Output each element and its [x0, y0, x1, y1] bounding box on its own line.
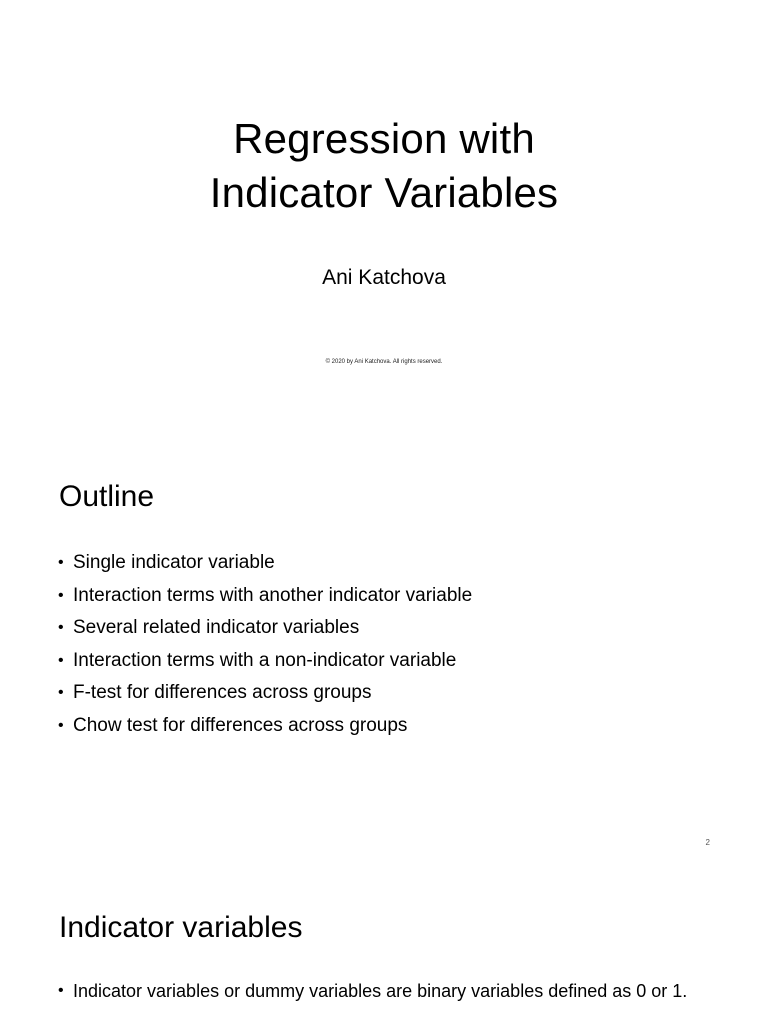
bullet-icon: • — [58, 982, 64, 999]
title-line-2: Indicator Variables — [209, 169, 559, 216]
indicator-heading: Indicator variables — [59, 911, 303, 944]
copyright-notice: © 2020 by Ani Katchova. All rights reserved. — [325, 359, 443, 365]
title-slide — [0, 0, 768, 420]
outline-item-text: F-test for differences across groups — [73, 682, 372, 703]
title-line-1: Regression with — [233, 115, 535, 162]
outline-item — [58, 677, 472, 710]
indicator-list — [58, 980, 718, 1002]
author-name: Ani Katchova — [322, 266, 446, 289]
outline-item-text: Several related indicator variables — [73, 617, 360, 638]
outline-item-text: Interaction terms with a non-indicator variable — [73, 649, 457, 671]
outline-heading: Outline — [59, 480, 155, 513]
indicator-item — [58, 980, 718, 1002]
indicator-variables-slide — [0, 890, 768, 1024]
indicator-item-text: Indicator variables or dummy variables are binary variables defined as 0 or 1. — [73, 981, 688, 1001]
bullet-icon: • — [58, 554, 64, 571]
bullet-icon: • — [58, 651, 64, 669]
page-number: 2 — [705, 838, 710, 847]
outline-item-text: Single indicator variable — [73, 552, 275, 573]
outline-item — [58, 580, 472, 613]
outline-item — [58, 710, 472, 743]
outline-slide — [0, 445, 768, 865]
outline-item — [58, 645, 472, 678]
bullet-icon: • — [58, 684, 64, 701]
outline-list — [58, 547, 472, 742]
outline-item-text: Chow test for differences across groups — [73, 714, 408, 736]
bullet-icon: • — [58, 716, 64, 734]
bullet-icon: • — [58, 619, 64, 636]
outline-item — [58, 547, 472, 580]
outline-item — [58, 612, 472, 645]
bullet-icon: • — [58, 586, 64, 604]
outline-item-text: Interaction terms with another indicator variable — [73, 584, 473, 606]
slide-title — [0, 112, 768, 220]
